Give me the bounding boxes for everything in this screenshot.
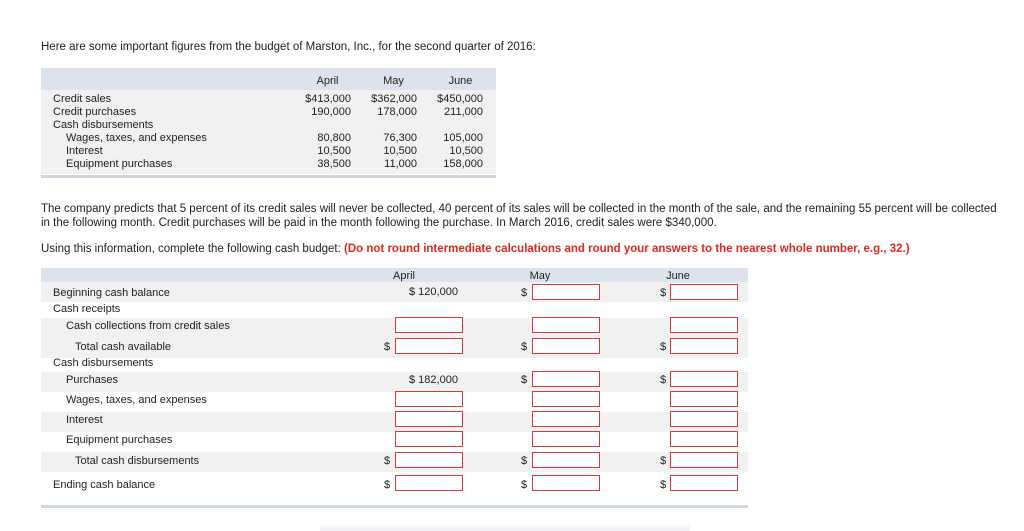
total-cash-disbursements-june-input[interactable] bbox=[670, 452, 738, 468]
beginning-may-currency: $ bbox=[521, 287, 528, 299]
beginning-cash-balance-june-input[interactable] bbox=[670, 284, 738, 300]
equipment-may-input[interactable] bbox=[532, 431, 600, 447]
ending-june-currency: $ bbox=[660, 479, 667, 491]
equipment-april-input[interactable] bbox=[395, 431, 463, 447]
intro-text: Here are some important figures from the budget of Marston, Inc., for the second quarter of 2016: bbox=[41, 41, 536, 53]
credit-purchases-label: Credit purchases bbox=[53, 106, 137, 118]
total-cash-available-may-input[interactable] bbox=[532, 338, 600, 354]
purchases-may-currency: $ bbox=[521, 374, 528, 386]
cash-budget-bottom-bar bbox=[41, 505, 748, 508]
credit-purchases-june: 211,000 bbox=[444, 106, 483, 118]
cb-col-june: June bbox=[666, 270, 690, 282]
cb-cash-disbursements-label: Cash disbursements bbox=[53, 357, 154, 369]
interest-april: 10,500 bbox=[317, 145, 351, 157]
cb-interest-label: Interest bbox=[66, 414, 103, 426]
total-cash-disbursements-april-input[interactable] bbox=[395, 452, 463, 468]
total-cash-disbursements-label: Total cash disbursements bbox=[75, 455, 200, 467]
purchases-june-input[interactable] bbox=[670, 371, 738, 387]
ending-may-currency: $ bbox=[521, 479, 528, 491]
equipment-june-input[interactable] bbox=[670, 431, 738, 447]
total-available-june-currency: $ bbox=[660, 341, 667, 353]
ending-cash-balance-june-input[interactable] bbox=[670, 475, 738, 491]
equipment-label: Equipment purchases bbox=[66, 158, 173, 170]
cash-collections-label: Cash collections from credit sales bbox=[66, 320, 230, 332]
wages-june: 105,000 bbox=[443, 132, 483, 144]
total-cash-disbursements-may-input[interactable] bbox=[532, 452, 600, 468]
total-cash-available-april-input[interactable] bbox=[395, 338, 463, 354]
cb-col-april: April bbox=[392, 270, 415, 282]
credit-sales-june: $450,000 bbox=[437, 93, 483, 105]
total-disb-may-currency: $ bbox=[521, 455, 528, 467]
total-available-april-currency: $ bbox=[384, 341, 391, 353]
ending-cash-balance-april-input[interactable] bbox=[395, 475, 463, 491]
total-available-may-currency: $ bbox=[521, 341, 528, 353]
total-cash-available-june-input[interactable] bbox=[670, 338, 738, 354]
purchases-may-input[interactable] bbox=[532, 371, 600, 387]
wages-june-input[interactable] bbox=[670, 391, 738, 407]
purchases-april: $ 182,000 bbox=[409, 374, 458, 386]
beginning-cash-balance-april: $ 120,000 bbox=[409, 286, 458, 298]
cash-collections-april-input[interactable] bbox=[395, 317, 463, 333]
equipment-april: 38,500 bbox=[317, 158, 351, 170]
purchases-label: Purchases bbox=[66, 374, 118, 386]
purchases-june-currency: $ bbox=[660, 374, 667, 386]
row-bg-purchases bbox=[41, 372, 748, 392]
credit-sales-label: Credit sales bbox=[53, 93, 112, 105]
interest-april-input[interactable] bbox=[395, 411, 463, 427]
interest-may-input[interactable] bbox=[532, 411, 600, 427]
ending-cash-balance-may-input[interactable] bbox=[532, 475, 600, 491]
budget-col-april: April bbox=[316, 75, 339, 87]
bottom-shadow bbox=[320, 523, 690, 531]
total-disb-april-currency: $ bbox=[384, 455, 391, 467]
cash-collections-may-input[interactable] bbox=[532, 317, 600, 333]
wages-may: 76,300 bbox=[383, 132, 417, 144]
interest-june-input[interactable] bbox=[670, 411, 738, 427]
budget-table-header-bg bbox=[41, 68, 496, 90]
wages-april: 80,800 bbox=[317, 132, 351, 144]
instruction-emphasis: (Do not round intermediate calculations and round your answers to the nearest whole number, e.g., 32.) bbox=[344, 243, 910, 255]
credit-purchases-may: 178,000 bbox=[377, 106, 417, 118]
wages-label: Wages, taxes, and expenses bbox=[66, 132, 207, 144]
wages-may-input[interactable] bbox=[532, 391, 600, 407]
ending-cash-balance-label: Ending cash balance bbox=[53, 479, 156, 491]
equipment-may: 11,000 bbox=[384, 158, 417, 170]
row-bg-receipts bbox=[41, 302, 748, 318]
beginning-cash-balance-label: Beginning cash balance bbox=[53, 287, 170, 299]
total-cash-available-label: Total cash available bbox=[75, 341, 172, 353]
budget-col-may: May bbox=[383, 75, 404, 87]
equipment-june: 158,000 bbox=[443, 158, 483, 170]
cash-collections-june-input[interactable] bbox=[670, 317, 738, 333]
wages-april-input[interactable] bbox=[395, 391, 463, 407]
credit-sales-april: $413,000 bbox=[305, 93, 351, 105]
instruction-prefix: Using this information, complete the following cash budget: bbox=[41, 243, 341, 255]
interest-may: 10,500 bbox=[383, 145, 417, 157]
cb-wages-label: Wages, taxes, and expenses bbox=[66, 394, 207, 406]
budget-col-june: June bbox=[448, 75, 473, 87]
interest-june: 10,500 bbox=[449, 145, 483, 157]
instruction bbox=[41, 242, 910, 256]
cb-equipment-label: Equipment purchases bbox=[66, 434, 173, 446]
cb-col-may: May bbox=[529, 270, 551, 282]
ending-april-currency: $ bbox=[384, 479, 391, 491]
interest-label: Interest bbox=[66, 145, 103, 157]
cash-budget-table bbox=[41, 268, 748, 506]
cash-receipts-label: Cash receipts bbox=[53, 303, 121, 315]
credit-sales-may: $362,000 bbox=[371, 93, 417, 105]
beginning-june-currency: $ bbox=[660, 287, 667, 299]
total-disb-june-currency: $ bbox=[660, 455, 667, 467]
budget-table-bottom-bar bbox=[41, 175, 496, 178]
problem-paragraph: The company predicts that 5 percent of its credit sales will never be collected, 40 percent of its sales will be collected in the month of the sale, and the remaining 55 percent will be collected in the following month. Credit purchases will be paid in the month following the purchase. In March 2016, credit sales were $340,000. bbox=[41, 203, 997, 229]
cash-disbursements-label: Cash disbursements bbox=[53, 119, 154, 131]
beginning-cash-balance-may-input[interactable] bbox=[532, 284, 600, 300]
credit-purchases-april: 190,000 bbox=[311, 106, 351, 118]
